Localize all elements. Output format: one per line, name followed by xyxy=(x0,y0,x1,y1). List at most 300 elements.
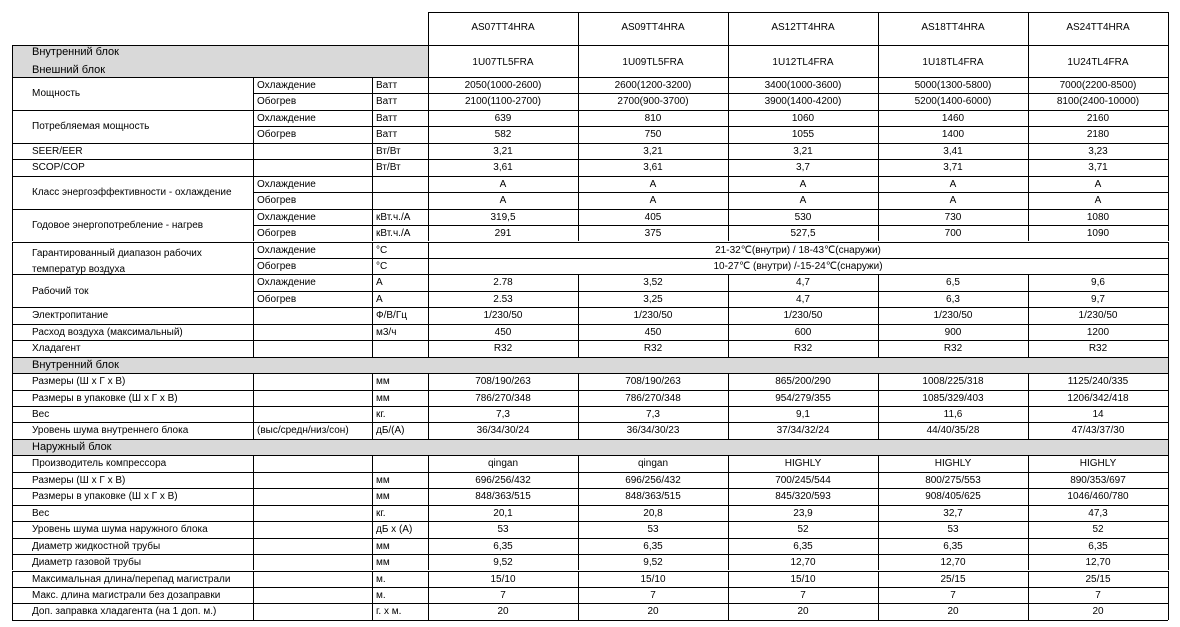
grid-line xyxy=(12,488,1168,489)
grid-line xyxy=(12,455,13,471)
cell-value: 1060 xyxy=(791,112,815,124)
row-label: Уровень шума внутреннего блока xyxy=(32,425,189,437)
cell-value: 6,35 xyxy=(493,540,513,552)
grid-line xyxy=(372,603,373,619)
cell-value: 810 xyxy=(644,112,662,124)
cell-value: 848/363/515 xyxy=(625,491,681,503)
grid-line xyxy=(372,373,373,389)
cell-value: 47,3 xyxy=(1088,507,1108,519)
grid-line xyxy=(253,126,254,142)
cell-value: 708/190/263 xyxy=(625,376,681,388)
row-label: Класс энергоэффективности - охлаждение xyxy=(32,186,232,198)
cell-value: 20 xyxy=(797,606,809,618)
cell-value: 8100(2400-10000) xyxy=(1056,96,1140,108)
grid-line xyxy=(253,422,254,438)
grid-line xyxy=(372,242,373,258)
grid-line xyxy=(253,307,254,323)
grid-line xyxy=(12,209,13,225)
row-sub-label: Охлаждение xyxy=(257,277,316,289)
grid-line xyxy=(12,324,1168,325)
grid-line xyxy=(372,93,373,109)
cell-value: 1125/240/335 xyxy=(1067,376,1129,388)
row-sub-label: Охлаждение xyxy=(257,211,316,223)
grid-line xyxy=(12,242,13,258)
row-label: Годовое энергопотребление - нагрев xyxy=(32,219,204,231)
cell-value: 20 xyxy=(1092,606,1104,618)
row-unit: г. х м. xyxy=(376,606,402,618)
grid-line xyxy=(372,291,373,307)
row-unit: Ф/В/Гц xyxy=(376,310,407,322)
grid-line xyxy=(12,225,13,241)
cell-value: 6,35 xyxy=(1088,540,1108,552)
grid-line xyxy=(253,225,254,241)
grid-line xyxy=(12,340,1168,341)
model-outdoor-name: 1U24TL4FRA xyxy=(1067,57,1129,68)
cell-value: HIGHLY xyxy=(934,458,972,470)
cell-value: 9,52 xyxy=(643,557,663,569)
grid-line xyxy=(1168,258,1169,274)
grid-line xyxy=(1168,373,1169,389)
grid-line xyxy=(1168,505,1169,521)
cell-value: 37/34/32/24 xyxy=(776,425,830,437)
row-sub-label: Обогрев xyxy=(257,293,297,305)
cell-value: 6,35 xyxy=(943,540,963,552)
grid-line xyxy=(253,373,254,389)
cell-value: A xyxy=(949,195,957,207)
cell-value: A xyxy=(799,195,807,207)
grid-line xyxy=(12,406,13,422)
cell-value: 3,21 xyxy=(493,145,513,157)
section-title: Внутренний блок xyxy=(32,358,119,371)
model-indoor-name: AS07TT4HRA xyxy=(471,22,535,33)
row-unit: м. xyxy=(376,589,386,601)
cell-value: 2.53 xyxy=(493,293,513,305)
grid-line xyxy=(1168,455,1169,471)
grid-line xyxy=(12,472,1168,473)
cell-value: 3,23 xyxy=(1088,145,1108,157)
grid-line xyxy=(12,554,13,570)
row-label: Хладагент xyxy=(32,343,81,355)
grid-line xyxy=(253,472,254,488)
grid-line xyxy=(253,291,1168,292)
row-sub-label: (выс/средн/низ/сон) xyxy=(257,425,349,437)
grid-line xyxy=(253,505,254,521)
grid-line xyxy=(1168,324,1169,340)
cell-value: 53 xyxy=(497,524,509,536)
cell-value: 15/10 xyxy=(790,573,816,585)
grid-line xyxy=(1168,159,1169,175)
cell-value: 6,35 xyxy=(793,540,813,552)
grid-line xyxy=(253,192,254,208)
cell-value: 36/34/30/24 xyxy=(476,425,530,437)
grid-line xyxy=(1168,274,1169,290)
cell-value: 7 xyxy=(950,589,956,601)
cell-value: 53 xyxy=(647,524,659,536)
cell-value: 291 xyxy=(494,228,512,240)
grid-line xyxy=(372,472,373,488)
row-label: Диаметр газовой трубы xyxy=(32,557,142,569)
grid-line xyxy=(253,406,254,422)
grid-line xyxy=(253,258,254,274)
cell-value: 845/320/593 xyxy=(775,491,831,503)
cell-value: 52 xyxy=(1092,524,1104,536)
cell-value: 9,6 xyxy=(1091,277,1105,289)
grid-line xyxy=(12,406,1168,407)
row-unit: Вт/Вт xyxy=(376,145,401,157)
row-label: Расход воздуха (максимальный) xyxy=(32,326,183,338)
cell-value: 20 xyxy=(497,606,509,618)
grid-line xyxy=(1168,225,1169,241)
row-label: Уровень шума шума наружного блока xyxy=(32,524,208,536)
cell-value: 6,3 xyxy=(946,293,960,305)
row-unit: A xyxy=(376,277,383,289)
cell-value: 1055 xyxy=(791,129,815,141)
grid-line xyxy=(372,225,373,241)
cell-value: HIGHLY xyxy=(784,458,822,470)
cell-value: 700 xyxy=(944,228,962,240)
grid-line xyxy=(372,324,373,340)
grid-line xyxy=(12,521,1168,522)
cell-value: 3400(1000-3600) xyxy=(764,80,842,91)
cell-value: 32,7 xyxy=(943,507,963,519)
cell-value: 11,6 xyxy=(943,409,963,420)
cell-value: 530 xyxy=(794,211,812,223)
grid-line xyxy=(12,521,13,537)
cell-value: 3900(1400-4200) xyxy=(764,96,842,108)
grid-line xyxy=(12,505,13,521)
grid-line xyxy=(1168,176,1169,192)
cell-value: 2600(1200-3200) xyxy=(614,80,692,91)
grid-line xyxy=(1168,554,1169,570)
grid-line xyxy=(1168,340,1169,356)
cell-value: 4,7 xyxy=(796,277,810,289)
cell-value: 15/10 xyxy=(640,573,666,585)
grid-line xyxy=(1168,357,1169,373)
cell-value: 954/279/355 xyxy=(775,392,831,404)
grid-line xyxy=(253,126,1168,127)
grid-line xyxy=(12,455,1168,456)
cell-value: 7 xyxy=(500,589,506,601)
grid-line xyxy=(1168,12,1169,77)
row-label: температур воздуха xyxy=(32,263,126,275)
cell-value: 786/270/348 xyxy=(625,392,681,404)
row-label: SEER/EER xyxy=(32,145,83,157)
row-label: Макс. длина магистрали без дозаправки xyxy=(32,589,221,601)
cell-value: 5000(1300-5800) xyxy=(914,80,992,91)
row-label: Гарантированный диапазон рабочих xyxy=(32,247,202,259)
cell-value: 696/256/432 xyxy=(625,474,681,486)
grid-line xyxy=(12,571,13,587)
cell-value: 600 xyxy=(794,326,812,338)
row-sub-label: Охлаждение xyxy=(257,112,316,124)
grid-line xyxy=(253,340,254,356)
row-label: Электропитание xyxy=(32,310,109,322)
row-label: Мощность xyxy=(32,88,81,100)
grid-line xyxy=(12,291,13,307)
grid-line xyxy=(253,110,254,126)
grid-line xyxy=(372,505,373,521)
grid-line xyxy=(12,307,13,323)
cell-value: 450 xyxy=(644,326,662,338)
grid-line xyxy=(12,110,13,126)
grid-line xyxy=(1168,488,1169,504)
grid-line xyxy=(372,538,373,554)
row-unit: кВт.ч./А xyxy=(376,211,411,223)
cell-value: 890/353/697 xyxy=(1070,474,1126,486)
grid-line xyxy=(1168,538,1169,554)
cell-value: 7 xyxy=(650,589,656,601)
cell-value: 786/270/348 xyxy=(475,392,531,404)
row-unit: A xyxy=(376,293,383,305)
grid-line xyxy=(12,439,1168,440)
grid-line xyxy=(372,274,373,290)
cell-value: 1206/342/418 xyxy=(1067,392,1129,404)
grid-line xyxy=(12,505,1168,506)
cell-value: 2160 xyxy=(1086,112,1110,124)
row-label: SCOP/COP xyxy=(32,162,85,174)
grid-line xyxy=(1168,110,1169,126)
grid-line xyxy=(253,242,254,258)
row-label: Размеры в упаковке (Ш х Г х В) xyxy=(32,491,178,503)
cell-value: 1/230/50 xyxy=(933,310,973,322)
grid-line xyxy=(253,538,254,554)
cell-value: 1/230/50 xyxy=(1078,310,1118,322)
grid-line xyxy=(372,307,373,323)
cell-value: 2100(1100-2700) xyxy=(465,96,541,108)
cell-value: 3,61 xyxy=(493,162,513,174)
header-outdoor-label: Внешний блок xyxy=(32,64,106,76)
cell-value: 7 xyxy=(1095,589,1101,601)
cell-value: A xyxy=(949,178,957,190)
row-label: Вес xyxy=(32,409,50,420)
grid-line xyxy=(253,143,254,159)
grid-line xyxy=(1168,587,1169,603)
model-indoor-name: AS18TT4HRA xyxy=(921,22,985,33)
cell-value: 4,7 xyxy=(796,293,810,305)
grid-line xyxy=(1168,242,1169,258)
cell-value: R32 xyxy=(1088,343,1108,355)
grid-line xyxy=(1168,603,1169,619)
cell-value: 3,71 xyxy=(943,162,963,174)
grid-line xyxy=(253,274,254,290)
cell-value: 7000(2200-8500) xyxy=(1059,80,1137,91)
cell-value: 25/15 xyxy=(1085,573,1111,585)
cell-value: 908/405/625 xyxy=(925,491,981,503)
grid-line xyxy=(12,77,1168,78)
cell-value: 750 xyxy=(644,129,662,141)
grid-line xyxy=(372,521,373,537)
grid-line xyxy=(372,77,373,93)
cell-value: 1046/460/780 xyxy=(1067,491,1129,503)
grid-line xyxy=(253,176,254,192)
cell-value: 44/40/35/28 xyxy=(926,425,980,437)
cell-value: 3,52 xyxy=(643,277,663,289)
cell-value: 527,5 xyxy=(790,228,816,240)
grid-line xyxy=(1168,571,1169,587)
grid-line xyxy=(372,209,373,225)
grid-line xyxy=(12,45,13,77)
grid-line xyxy=(12,390,1168,391)
cell-value: 6,5 xyxy=(946,277,960,289)
cell-value: 1400 xyxy=(941,129,965,141)
merged-range-value: 21-32℃(внутри) / 18-43℃(снаружи) xyxy=(715,244,881,256)
row-sub-label: Обогрев xyxy=(257,96,297,108)
row-label: Рабочий ток xyxy=(32,285,89,297)
cell-value: 319,5 xyxy=(490,211,516,223)
cell-value: 708/190/263 xyxy=(475,376,531,388)
grid-line xyxy=(12,357,1168,358)
grid-line xyxy=(12,488,13,504)
grid-line xyxy=(253,77,254,93)
row-sub-label: Обогрев xyxy=(257,129,297,141)
cell-value: 1090 xyxy=(1086,228,1110,240)
grid-line xyxy=(372,340,373,356)
cell-value: 9,7 xyxy=(1091,293,1105,305)
cell-value: 3,61 xyxy=(643,162,663,174)
cell-value: 1/230/50 xyxy=(483,310,523,322)
grid-line xyxy=(12,390,13,406)
grid-line xyxy=(12,143,1168,144)
row-label: Доп. заправка хладагента (на 1 доп. м.) xyxy=(32,606,217,618)
grid-line xyxy=(12,472,13,488)
row-sub-label: Обогрев xyxy=(257,195,297,207)
row-unit: °C xyxy=(376,244,388,256)
row-unit: Ватт xyxy=(376,112,398,124)
cell-value: A xyxy=(649,178,657,190)
cell-value: A xyxy=(499,195,507,207)
grid-line xyxy=(253,225,1168,226)
merged-range-value: 10-27℃ (внутри) /-15-24℃(снаружи) xyxy=(713,260,883,272)
grid-line xyxy=(12,77,13,93)
grid-line xyxy=(1168,291,1169,307)
row-unit: кг. xyxy=(376,409,386,420)
row-unit: кВт.ч./А xyxy=(376,228,411,240)
cell-value: 700/245/544 xyxy=(775,474,831,486)
cell-value: A xyxy=(1094,195,1102,207)
section-title: Наружный блок xyxy=(32,440,112,453)
row-unit: мм xyxy=(376,392,390,404)
row-label: Производитель компрессора xyxy=(32,458,167,470)
cell-value: 20,8 xyxy=(643,507,663,519)
cell-value: 2700(900-3700) xyxy=(617,96,689,108)
grid-line xyxy=(12,422,13,438)
model-outdoor-name: 1U09TL5FRA xyxy=(622,57,684,68)
grid-line xyxy=(12,554,1168,555)
cell-value: 3,7 xyxy=(796,162,810,174)
grid-line xyxy=(12,571,1168,572)
row-unit: мм xyxy=(376,474,390,486)
cell-value: A xyxy=(499,178,507,190)
model-outdoor-name: 1U18TL4FRA xyxy=(922,57,984,68)
grid-line xyxy=(1168,93,1169,109)
grid-line xyxy=(253,488,254,504)
cell-value: 12,70 xyxy=(940,557,966,569)
cell-value: 582 xyxy=(494,129,512,141)
cell-value: 865/200/290 xyxy=(775,376,831,388)
grid-line xyxy=(253,324,254,340)
grid-line xyxy=(253,258,1168,259)
grid-line xyxy=(1168,422,1169,438)
row-unit: Ватт xyxy=(376,96,398,108)
row-sub-label: Охлаждение xyxy=(257,178,316,190)
grid-line xyxy=(428,12,1168,13)
row-label: Вес xyxy=(32,507,50,519)
grid-line xyxy=(372,258,373,274)
grid-line xyxy=(372,192,373,208)
row-sub-label: Охлаждение xyxy=(257,244,316,256)
grid-line xyxy=(372,488,373,504)
cell-value: 3,71 xyxy=(1088,162,1108,174)
row-unit: Ватт xyxy=(376,80,398,91)
grid-line xyxy=(12,307,1168,308)
cell-value: 1080 xyxy=(1086,211,1110,223)
cell-value: 12,70 xyxy=(790,557,816,569)
grid-line xyxy=(12,373,13,389)
cell-value: 2180 xyxy=(1086,129,1110,141)
grid-line xyxy=(1168,406,1169,422)
grid-line xyxy=(12,159,13,175)
cell-value: R32 xyxy=(793,343,813,355)
cell-value: 1/230/50 xyxy=(633,310,673,322)
grid-line xyxy=(372,159,373,175)
grid-line xyxy=(253,521,254,537)
grid-line xyxy=(253,455,254,471)
model-indoor-name: AS12TT4HRA xyxy=(771,22,835,33)
grid-line xyxy=(372,422,373,438)
cell-value: 2.78 xyxy=(493,277,513,289)
grid-line xyxy=(253,603,254,619)
grid-line xyxy=(253,554,254,570)
grid-line xyxy=(12,324,13,340)
grid-line xyxy=(12,422,1168,423)
grid-line xyxy=(1168,77,1169,93)
grid-line xyxy=(1168,307,1169,323)
grid-line xyxy=(12,357,13,373)
cell-value: 7,3 xyxy=(496,409,510,420)
cell-value: 20,1 xyxy=(493,507,513,519)
grid-line xyxy=(253,291,254,307)
grid-line xyxy=(12,373,1168,374)
row-unit: м. xyxy=(376,573,386,585)
cell-value: 6,35 xyxy=(643,540,663,552)
cell-value: 3,25 xyxy=(643,293,663,305)
row-sub-label: Обогрев xyxy=(257,228,297,240)
grid-line xyxy=(12,176,13,192)
cell-value: 2050(1000-2600) xyxy=(464,80,542,91)
cell-value: 7,3 xyxy=(646,409,660,420)
grid-line xyxy=(1168,439,1169,455)
grid-line xyxy=(253,93,1168,94)
row-unit: м3/ч xyxy=(376,326,397,338)
cell-value: 800/275/553 xyxy=(925,474,981,486)
cell-value: 14 xyxy=(1092,409,1104,420)
grid-line xyxy=(12,126,13,142)
model-outdoor-name: 1U07TL5FRA xyxy=(472,57,534,68)
grid-line xyxy=(12,439,13,455)
row-unit: Вт/Вт xyxy=(376,162,401,174)
row-unit: дБ х (А) xyxy=(376,524,413,536)
model-indoor-name: AS24TT4HRA xyxy=(1066,22,1130,33)
cell-value: 9,1 xyxy=(796,409,810,420)
cell-value: 375 xyxy=(644,228,662,240)
grid-line xyxy=(1168,192,1169,208)
cell-value: 52 xyxy=(797,524,809,536)
grid-line xyxy=(12,192,13,208)
cell-value: 848/363/515 xyxy=(475,491,531,503)
grid-line xyxy=(12,143,13,159)
grid-line xyxy=(1168,472,1169,488)
cell-value: qingan xyxy=(487,458,519,470)
